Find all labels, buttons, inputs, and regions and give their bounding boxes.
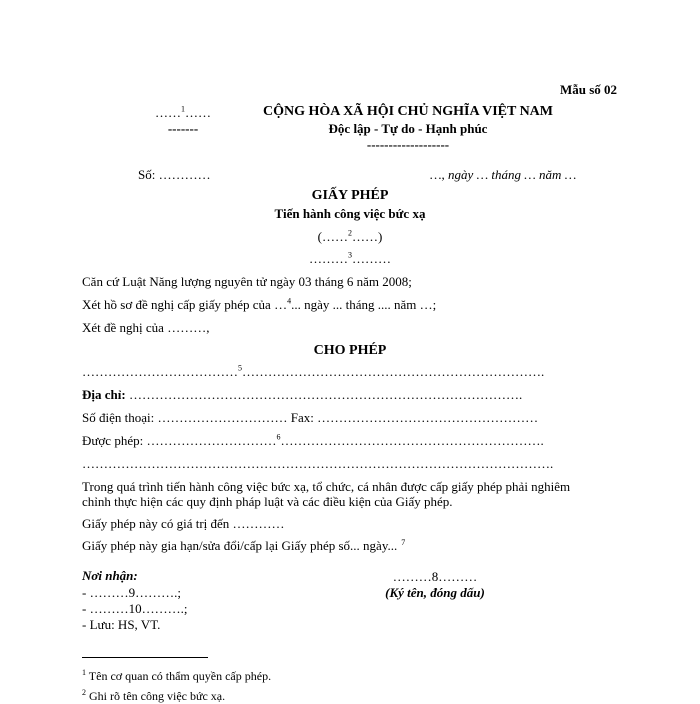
document-title: GIẤY PHÉP bbox=[311, 188, 389, 203]
recipient-item-3: - Lưu: HS, VT. bbox=[82, 617, 161, 632]
phone-fax-line: Số điện thoại: ………………………… Fax: …………………………………………… bbox=[82, 410, 539, 425]
permitted-line: Được phép: …………………………$^6$……………………………………………………. bbox=[82, 432, 544, 448]
agency-name-placeholder: ……$^1$…… bbox=[155, 104, 211, 120]
signature-line: ………8……… bbox=[392, 569, 478, 584]
signature-note: (Ký tên, đóng dấu) bbox=[385, 585, 485, 600]
validity-line: Giấy phép này có giá trị đến ………… bbox=[82, 516, 285, 531]
national-motto: Độc lập - Tự do - Hạnh phúc bbox=[328, 121, 488, 136]
form-number: Mẫu số 02 bbox=[560, 82, 618, 97]
obligation-paragraph-line2: chỉnh thực hiện các quy định pháp luật và các điều kiện của Giấy phép. bbox=[82, 494, 453, 509]
recipient-item-1: - ………9……….; bbox=[82, 585, 181, 600]
national-title: CỘNG HÒA XÃ HỘI CHỦ NGHĨA VIỆT NAM bbox=[262, 104, 553, 119]
footnote-1: $^1$ Tên cơ quan có thẩm quyền cấp phép. bbox=[82, 668, 272, 683]
legal-basis: Căn cứ Luật Năng lượng nguyên tử ngày 03 tháng 6 năm 2008; bbox=[82, 274, 412, 289]
renewal-line: Giấy phép này gia hạn/sửa đổi/cấp lại Giấy phép số... ngày... $^7$ bbox=[82, 537, 406, 553]
holder-line: ………………………………$^5$……………………………………………………………. bbox=[82, 363, 545, 379]
national-dashes: ------------------- bbox=[366, 137, 450, 152]
application-review: Xét hồ sơ đề nghị cấp giấy phép của …$^4$... ngày ... tháng .... năm …; bbox=[82, 296, 437, 312]
recipients-label: Nơi nhận: bbox=[82, 568, 138, 583]
permit-heading: CHO PHÉP bbox=[313, 343, 387, 358]
work-code: (……$^2$……) bbox=[317, 228, 383, 244]
agency-dashes: ------- bbox=[167, 121, 199, 136]
address-line: Địa chỉ: ………………………………………………………………………………. bbox=[82, 387, 523, 402]
issuer-line: ………$^3$……… bbox=[309, 250, 391, 266]
proposal-review: Xét đề nghị của ………, bbox=[82, 320, 210, 335]
document-subtitle: Tiến hành công việc bức xạ bbox=[274, 206, 426, 221]
document-number: Số: ………… bbox=[138, 167, 211, 182]
footnote-divider bbox=[82, 657, 208, 658]
recipient-item-2: - ………10……….; bbox=[82, 601, 188, 616]
extra-dots-line: ………………………………………………………………………………………………. bbox=[82, 456, 554, 471]
footnote-2: $^2$ Ghi rõ tên công việc bức xạ. bbox=[82, 688, 226, 703]
document-date: …, ngày … tháng … năm … bbox=[430, 167, 577, 182]
obligation-paragraph-line1: Trong quá trình tiến hành công việc bức xạ, tổ chức, cá nhân được cấp giấy phép phải nghiêm bbox=[82, 479, 571, 494]
